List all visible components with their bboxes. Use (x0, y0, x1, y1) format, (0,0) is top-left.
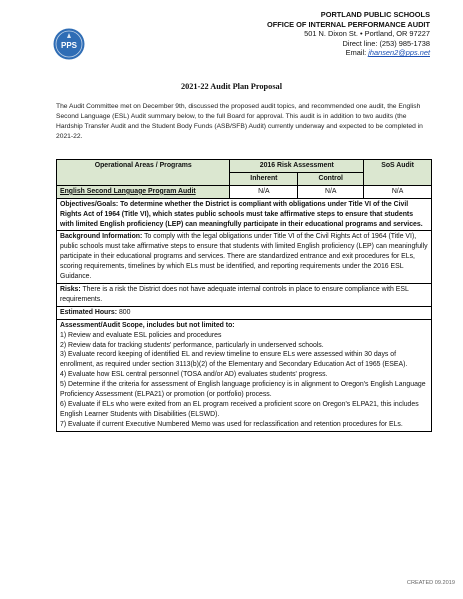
control-value: N/A (298, 185, 364, 198)
scope-label: Assessment/Audit Scope, includes but not limited to: (60, 321, 235, 329)
phone: Direct line: (253) 985-1738 (342, 38, 430, 48)
inherent-value: N/A (230, 185, 298, 198)
org-name: PORTLAND PUBLIC SCHOOLS (320, 10, 430, 19)
email-line (267, 48, 430, 58)
scope-item: 2) Review data for tracking students' performance, particularly in underserved schools. (60, 341, 324, 349)
header-sos-audit: SoS Audit (364, 160, 432, 186)
program-name-link[interactable]: English Second Language Program Audit (57, 185, 230, 198)
risks-label: Risks: (60, 285, 81, 293)
office-name: OFFICE OF INTERNAL PERFORMANCE AUDIT (266, 19, 430, 29)
background-cell (57, 231, 432, 284)
audit-plan-table (56, 159, 432, 432)
hours-value: 800 (117, 308, 131, 316)
intro-paragraph: The Audit Committee met on December 9th, discussed the proposed audit topics, and recommended one audit, the English Second Language (ESL) Audit summary below, to the full Board for approval. This audit is in addition to two audits (the Hardship Transfer Audit and the Student Body Funds (ASB/SFB) Audit) currently underway and expected to be completed in 2021-22. (56, 103, 423, 140)
header-risk-assessment: 2016 Risk Assessment (230, 160, 364, 173)
hours-label: Estimated Hours: (60, 308, 118, 316)
risks-cell (57, 283, 432, 306)
background-label: Background Information: (60, 233, 143, 241)
header-operational-areas: Operational Areas / Programs (57, 160, 230, 186)
address: 501 N. Dixon St. • Portland, OR 97227 (304, 29, 430, 39)
scope-item: 4) Evaluate how ESL central personnel (TOSA and/or AD) evaluates students' progress. (60, 371, 328, 379)
page-title: 2021-22 Audit Plan Proposal (180, 82, 283, 91)
header-inherent: Inherent (230, 172, 298, 185)
background-text: To comply with the legal obligations under Title VI of the Civil Rights Act of 1964 (Title VI), public schools must take affirmative steps to ensure that students with limited English proficiency (LEP) can meaningfully participate in their educational programs and services. There are standardized entrance and exit procedures for ELs, scoring requirements, timelines by which ELs must be identified, and reporting requirements under the 2016 ESL Guidance. (60, 233, 428, 281)
risks-text: There is a risk the District does not have adequate internal controls in place to ensure compliance with ESL requirements. (60, 285, 409, 303)
scope-item: 5) Determine if the criteria for assessment of English language proficiency is in alignment to Oregon's English Language Proficiency Assessment (ELPA21) or promotion (or portfolio) process. (60, 381, 426, 399)
email-label: Email: (345, 48, 369, 58)
header-control: Control (298, 172, 364, 185)
hours-cell (57, 306, 432, 319)
scope-item: 1) Review and evaluate ESL policies and procedures (60, 331, 222, 339)
scope-item: 6) Evaluate if ELs who were exited from an EL program received a proficient score on Oregon's ELPA21, this includes English Learner Students with Disabilities (ELSWD). (60, 400, 419, 418)
email-link[interactable]: jhansen2@pps.net (368, 48, 430, 58)
logo-text: PPS (60, 41, 78, 50)
letterhead (267, 10, 430, 58)
sos-value: N/A (364, 185, 432, 198)
created-date: CREATED 09.2019 (406, 580, 455, 586)
objectives-cell: Objectives/Goals: To determine whether the District is compliant with obligations under Title VI of the Civil Rights Act of 1964 (Title VI), which states public schools must take affirmative steps to ensure that students with limited English proficiency (LEP) can meaningfully participate in their educational programs and services. (57, 198, 432, 231)
scope-item: 7) Evaluate if current Executive Numbered Memo was used for reclassification and retention procedures for ELs. (60, 420, 403, 428)
scope-cell (57, 319, 432, 431)
pps-logo-icon (53, 28, 85, 60)
scope-item: 3) Evaluate record keeping of identified EL and review timeline to ensure ELs were assessed within 30 days of enrollment, as required under section 3113(b)(2) of the Elementary and Secondary Education Act of 1965 (ESEA). (60, 351, 408, 369)
